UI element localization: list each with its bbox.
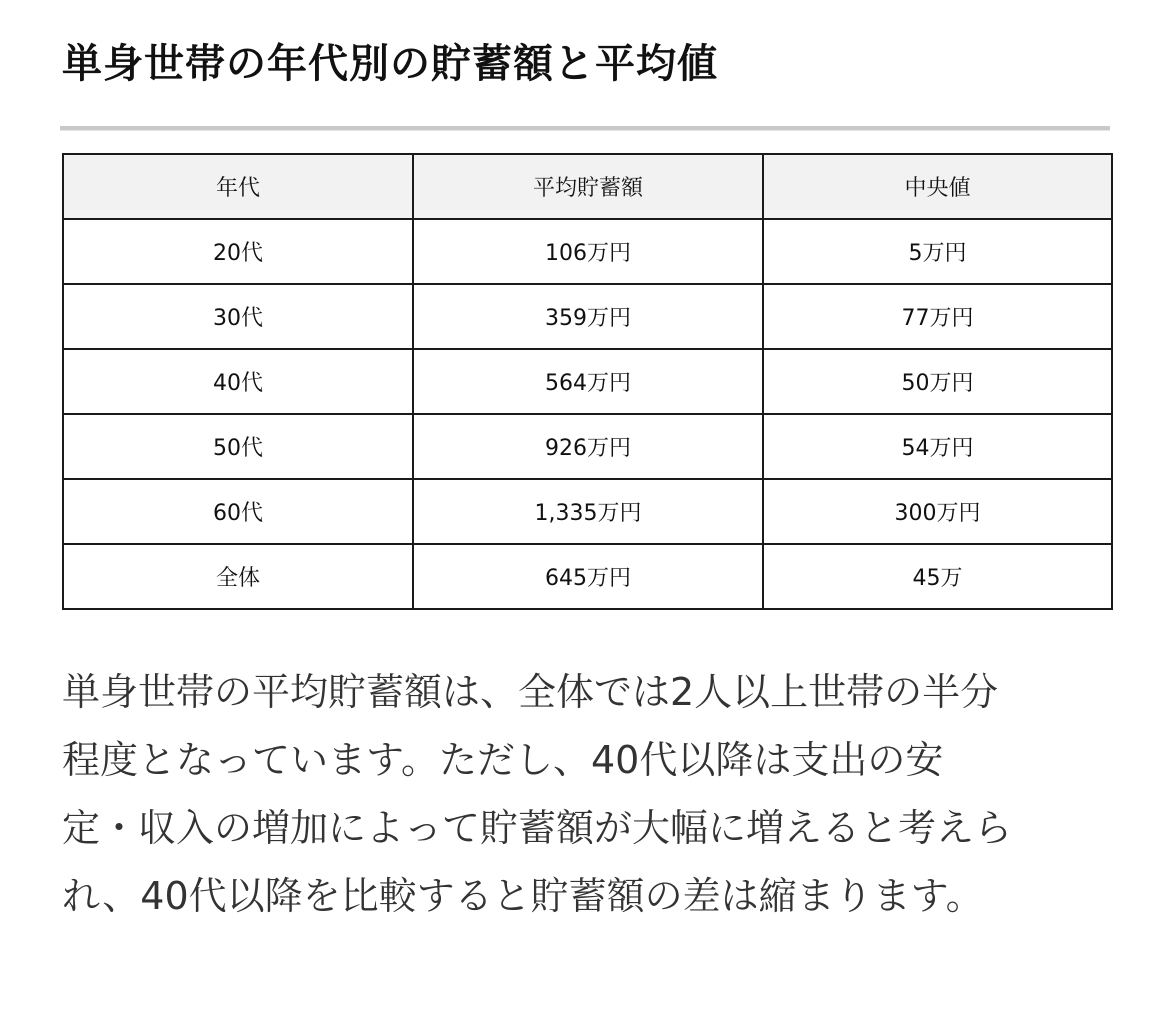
cell-average-savings: 1,335万円 bbox=[413, 479, 763, 544]
cell-age-group: 50代 bbox=[63, 414, 413, 479]
cell-median: 50万円 bbox=[763, 349, 1112, 414]
cell-average-savings: 926万円 bbox=[413, 414, 763, 479]
cell-age-group: 30代 bbox=[63, 284, 413, 349]
cell-average-savings: 106万円 bbox=[413, 219, 763, 284]
table-row bbox=[63, 219, 1112, 284]
body-line: れ、40代以降を比較すると貯蓄額の差は縮まります。 bbox=[62, 874, 984, 918]
table-row bbox=[63, 414, 1112, 479]
table-row bbox=[63, 349, 1112, 414]
header-average-savings: 平均貯蓄額 bbox=[413, 154, 763, 219]
cell-age-group: 全体 bbox=[63, 544, 413, 609]
cell-median: 300万円 bbox=[763, 479, 1112, 544]
body-line: 定・収入の増加によって貯蓄額が大幅に増えると考えら bbox=[62, 806, 1013, 850]
header-median: 中央値 bbox=[763, 154, 1112, 219]
heading-divider bbox=[60, 126, 1110, 131]
cell-average-savings: 564万円 bbox=[413, 349, 763, 414]
table-header-row bbox=[63, 154, 1112, 219]
table-row bbox=[63, 544, 1112, 609]
table-row bbox=[63, 479, 1112, 544]
cell-median: 77万円 bbox=[763, 284, 1112, 349]
cell-average-savings: 645万円 bbox=[413, 544, 763, 609]
section-heading: 単身世帯の年代別の貯蓄額と平均値 bbox=[62, 41, 718, 87]
cell-average-savings: 359万円 bbox=[413, 284, 763, 349]
cell-median: 45万 bbox=[763, 544, 1112, 609]
cell-median: 54万円 bbox=[763, 414, 1112, 479]
body-paragraph bbox=[62, 658, 1112, 930]
body-line: 程度となっています。ただし、40代以降は支出の安 bbox=[62, 738, 944, 782]
cell-age-group: 60代 bbox=[63, 479, 413, 544]
savings-table bbox=[62, 153, 1113, 610]
body-line: 単身世帯の平均貯蓄額は、全体では2人以上世帯の半分 bbox=[62, 670, 999, 714]
cell-median: 5万円 bbox=[763, 219, 1112, 284]
table-row bbox=[63, 284, 1112, 349]
cell-age-group: 40代 bbox=[63, 349, 413, 414]
cell-age-group: 20代 bbox=[63, 219, 413, 284]
header-age-group: 年代 bbox=[63, 154, 413, 219]
